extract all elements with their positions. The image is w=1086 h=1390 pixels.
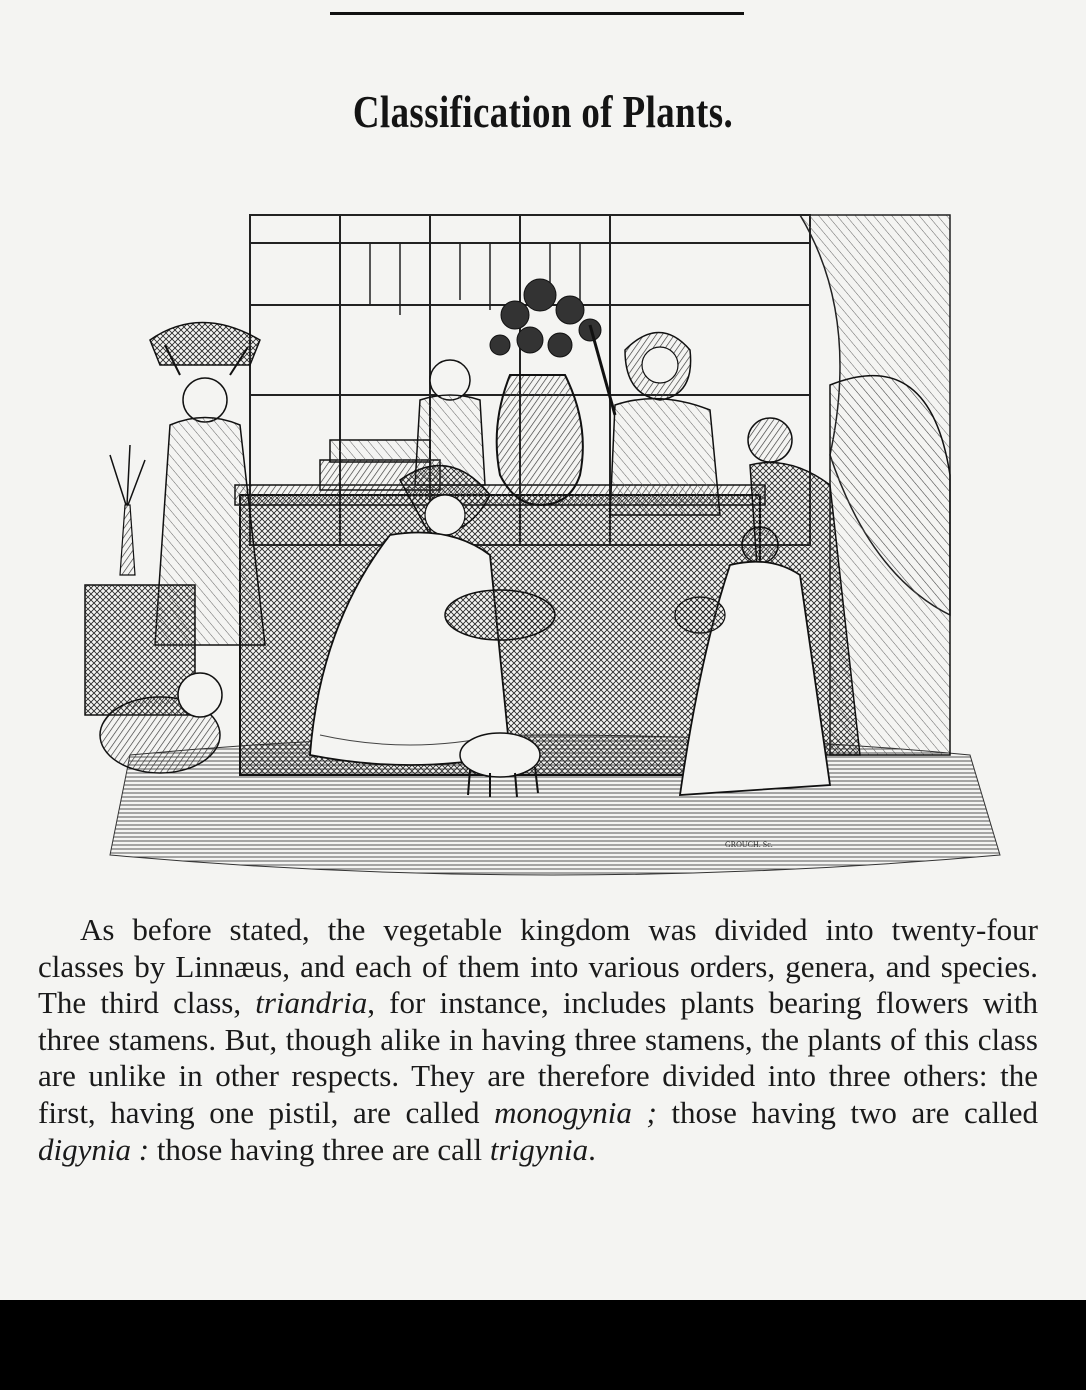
page-title: Classification of Plants. [352, 87, 734, 137]
top-rule [330, 12, 744, 15]
italic-term: triandria [255, 985, 368, 1021]
body-paragraph [38, 912, 1038, 1168]
text-run: As before stated, the vegetable kingdom was divided into twenty-four classes by Linnæus, and each of them into various orders, genera, and species. The third class, [38, 912, 1038, 1021]
engraver-signature: GROUCH. Sc. [725, 840, 773, 849]
text-run: , for instance, includes plants bearing flowers with three stamens. But, though alike in having three stamens, the plants of this class are unlike in other respects. They are therefore divided into three others: the first, having one pistil, are called [38, 985, 1039, 1130]
italic-term: trigynia [489, 1131, 589, 1167]
italic-term: monogynia ; [494, 1094, 657, 1130]
text-run: . [588, 1131, 596, 1167]
paragraph-text [38, 912, 1038, 1168]
text-run: those having three are call [149, 1131, 490, 1167]
engraving-illustration [70, 195, 1030, 885]
italic-term: digynia : [38, 1131, 150, 1167]
text-run: those having two are called [656, 1094, 1038, 1130]
stock-bar [0, 1300, 1086, 1390]
